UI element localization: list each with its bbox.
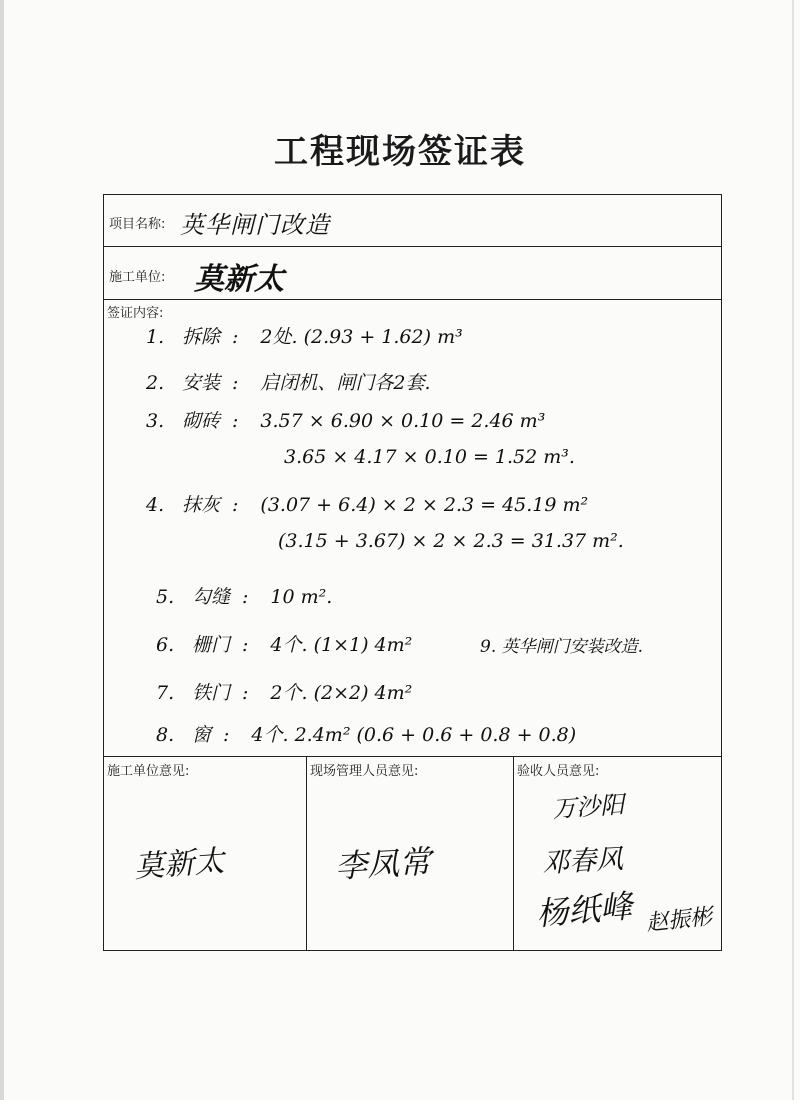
- item-number: 4.: [146, 494, 165, 516]
- visa-content-label: 签证内容:: [107, 306, 164, 321]
- item-separator: :: [242, 586, 249, 608]
- item-expression: 4个. 2.4m² (0.6 + 0.6 + 0.8 + 0.8): [251, 724, 577, 746]
- acceptance-opinion-label: 验收人员意见:: [517, 764, 600, 779]
- contractor-row: [104, 247, 721, 300]
- item-expression: 启闭机、闸门各2套.: [260, 372, 431, 394]
- project-name-row: [104, 195, 721, 247]
- item-separator: :: [242, 682, 249, 704]
- item-name: 抹灰: [182, 494, 221, 516]
- item-separator: :: [223, 724, 230, 746]
- item-number: 3.: [146, 410, 165, 432]
- content-note-9: 9. 英华闸门安装改造.: [480, 637, 644, 657]
- content-item-6: [156, 630, 412, 657]
- site-manager-signature: 李凤常: [334, 842, 433, 886]
- acceptance-signature: 杨纸峰: [534, 886, 634, 934]
- content-item-3-continuation: 3.65 × 4.17 × 0.10 = 1.52 m³.: [284, 446, 575, 468]
- item-expression: 4个. (1×1) 4m²: [270, 634, 413, 656]
- item-number: 1.: [146, 326, 165, 348]
- item-name: 窗: [192, 724, 212, 746]
- content-item-2: [146, 368, 431, 395]
- item-separator: :: [232, 494, 239, 516]
- contractor-opinion-cell: [104, 757, 307, 950]
- acceptance-signature: 万沙阳: [551, 790, 626, 824]
- content-item-1: [146, 322, 463, 349]
- item-expression: (3.07 + 6.4) × 2 × 2.3 = 45.19 m²: [260, 494, 589, 516]
- project-name-value: 英华闸门改造: [180, 211, 330, 239]
- project-name-label: 项目名称:: [109, 217, 166, 232]
- content-item-5: [156, 582, 332, 609]
- item-number: 6.: [156, 634, 175, 656]
- item-number: 5.: [156, 586, 175, 608]
- contractor-signature: 莫新太: [133, 843, 226, 886]
- content-item-7: [156, 678, 412, 705]
- item-expression: 2处. (2.93 + 1.62) m³: [260, 326, 463, 348]
- acceptance-signature: 赵振彬: [645, 904, 714, 937]
- item-separator: :: [232, 410, 239, 432]
- visa-form-table: [103, 194, 722, 951]
- item-name: 勾缝: [192, 586, 231, 608]
- item-name: 安装: [182, 372, 221, 394]
- content-item-8: [156, 720, 576, 747]
- item-number: 2.: [146, 372, 165, 394]
- item-name: 拆除: [182, 326, 221, 348]
- item-expression: 2个. (2×2) 4m²: [270, 682, 413, 704]
- contractor-label: 施工单位:: [109, 270, 166, 285]
- item-name: 砌砖: [182, 410, 221, 432]
- site-manager-opinion-label: 现场管理人员意见:: [310, 764, 419, 779]
- content-item-3: [146, 406, 545, 433]
- item-name: 栅门: [192, 634, 231, 656]
- item-name: 铁门: [192, 682, 231, 704]
- item-separator: :: [232, 372, 239, 394]
- item-number: 7.: [156, 682, 175, 704]
- site-manager-opinion-cell: [307, 757, 514, 950]
- item-separator: :: [232, 326, 239, 348]
- visa-content-row: [104, 300, 721, 757]
- opinions-row: [104, 757, 721, 950]
- document-title: 工程现场签证表: [274, 132, 526, 172]
- item-expression: 3.57 × 6.90 × 0.10 = 2.46 m³: [260, 410, 546, 432]
- contractor-value: 莫新太: [194, 262, 284, 297]
- item-number: 8.: [156, 724, 175, 746]
- item-expression: 10 m².: [270, 586, 333, 608]
- contractor-opinion-label: 施工单位意见:: [107, 764, 190, 779]
- content-item-4: [146, 490, 588, 517]
- content-item-4-continuation: (3.15 + 3.67) × 2 × 2.3 = 31.37 m².: [278, 530, 624, 552]
- acceptance-opinion-cell: [514, 757, 720, 950]
- item-separator: :: [242, 634, 249, 656]
- acceptance-signature: 邓春风: [541, 843, 624, 880]
